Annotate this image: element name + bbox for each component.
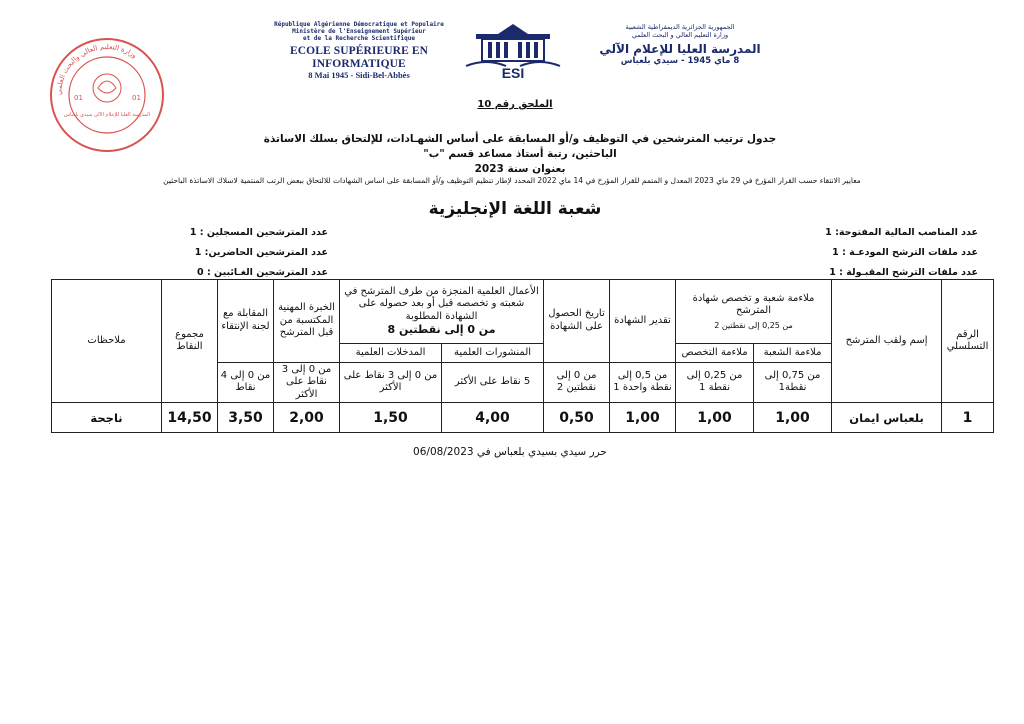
header-notes: ملاحظات [52,280,162,403]
header-fr-research: et de la Recherche Scientifique [303,34,415,42]
stamp-right-number: 01 [132,94,141,102]
cell-communications: 1,50 [340,403,442,433]
header-ar-ministry: وزارة التعليم العالي و البحث العلمي [631,30,729,39]
esi-logo [458,20,568,82]
section-title: شعبة اللغة الإنجليزية [428,199,602,219]
header-total: مجموع النقاط [162,280,218,403]
official-stamp [48,36,166,154]
header-experience-range: من 0 إلى 3 نقاط على الأكثر [274,362,340,403]
header-grade: تقدير الشهادة [610,280,676,363]
info-accepted-files: عدد ملفات الترشح المقبـولة : 1 [829,267,978,278]
header-fit-group-label: ملاءمة شعبة و تخصص شهادة المترشح [692,292,815,317]
svg-text:وزارة التعليم العالي والبحث ال [55,43,138,95]
stamp-left-number: 01 [74,94,83,102]
cell-serial: 1 [942,403,994,433]
selection-criteria: معايير الانتقاء حسب القرار المؤرخ في 29 ماي 2023 المعدل و المتمم للقرار المؤرخ في 14 ماي 2022 المحدد لإطار تنظيم التوظيف و/أو المسابقة على اساس الشهادات للالتحاق ببعض الرتب المنتمية لاسلاك الاساتذة الباحثين [163,176,861,185]
header-works [340,280,544,344]
header-arabic [590,24,770,66]
cell-notes: ناجحة [52,403,162,433]
header-fr-ministry: Ministère de l'Enseignement Supérieur [292,27,426,35]
header-communications: المدخلات العلمية [340,344,442,362]
ranking-table [51,279,994,433]
header-fr-school: ECOLE SUPÉRIEURE EN INFORMATIQUE [289,44,428,70]
cell-fit-branch: 1,00 [754,403,832,433]
cell-date: 0,50 [544,403,610,433]
info-open-positions: عدد المناصب المالية المفتوحة: 1 [825,227,978,238]
header-communications-range: من 0 إلى 3 نقاط على الأكثر [340,362,442,403]
header-fit-spec: ملاءمة التخصص [676,344,754,362]
stamp-ring-text: وزارة التعليم العالي والبحث العلمي [54,42,139,96]
header-works-range: من 0 إلى نقطتين 8 [387,323,496,337]
cell-publications: 4,00 [442,403,544,433]
header-publications: المنشورات العلمية [442,344,544,362]
cell-fit-spec: 1,00 [676,403,754,433]
info-present: عدد المترشحين الحاضرين: 1 [194,247,328,258]
annex-title: الملحق رقم 10 [477,99,553,110]
header-interview-range: من 0 إلى 4 نقاط [218,362,274,403]
info-deposited-files: عدد ملفات الترشح المودعـة : 1 [832,247,978,258]
header-date-range: من 0 إلى نقطتين 2 [544,362,610,403]
cell-interview: 3,50 [218,403,274,433]
header-interview: المقابلة مع لجنة الإنتقاء [218,280,274,363]
header-fit-branch-range: من 0,75 إلى نقطة1 [754,362,832,403]
cell-total: 14,50 [162,403,218,433]
table-row [52,403,994,433]
header-publications-range: 5 نقاط على الأكثر [442,362,544,403]
header-name: إسم ولقب المترشح [832,280,942,403]
header-ar-city: 8 ماي 1945 - سيدي بلعباس [620,55,740,66]
header-experience: الخبرة المهنية المكتسبة من قبل المترشح [274,280,340,363]
header-fit-group-range: من 0,25 إلى نقطتين 2 [714,320,793,330]
info-right-block [768,223,978,283]
info-left-block [118,223,328,283]
header-works-label: الأعمال العلمية المنجزة من طرف المترشح في شعبته و تخصصه قبل أو بعد حصوله على الشهادة المطلوبة [344,285,539,322]
header-ar-republic: الجمهورية الجزائرية الديمقراطية الشعبية [625,23,735,31]
cell-grade: 1,00 [610,403,676,433]
logo-text: ESI [501,65,525,81]
footer-signature-line: حرر سيدي بسيدي بلعباس في 06/08/2023 [413,446,607,458]
info-absent: عدد المترشحين الغـائبين : 0 [197,267,328,278]
cell-experience: 2,00 [274,403,340,433]
header-fr-city: 8 Mai 1945 - Sidi-Bel-Abbès [308,70,410,81]
header-date: تاريخ الحصول على الشهادة [544,280,610,363]
header-fit-group [676,280,832,344]
info-registered: عدد المترشحين المسجلين : 1 [189,227,328,238]
header-fr-republic: République Algérienne Démocratique et Populaire [274,21,444,28]
cell-name: بلعباس ايمان [832,403,942,433]
header-french [268,22,450,81]
header-ar-school: المدرسة العليا للإعلام الآلي [599,41,761,56]
header-fit-spec-range: من 0,25 إلى نقطة 1 [676,362,754,403]
document-title-line1: جدول ترتيب المترشحين في التوظيف و/أو المسابقة على أساس الشهـادات، للإلتحاق بسلك الاساتذة الباحثين، رتبة أستاذ مساعد قسم "ب" [263,133,777,161]
header-serial: الرقم التسلسلي [942,280,994,403]
document-title [240,132,800,178]
stamp-inner-text: المدرسة العليا للإعلام الآلي سيدي بلعباس [63,112,151,118]
document-title-line2: بعنوان سنة 2023 [474,163,566,176]
header-fit-branch: ملاءمة الشعبة [754,344,832,362]
header-grade-range: من 0,5 إلى نقطة واحدة 1 [610,362,676,403]
